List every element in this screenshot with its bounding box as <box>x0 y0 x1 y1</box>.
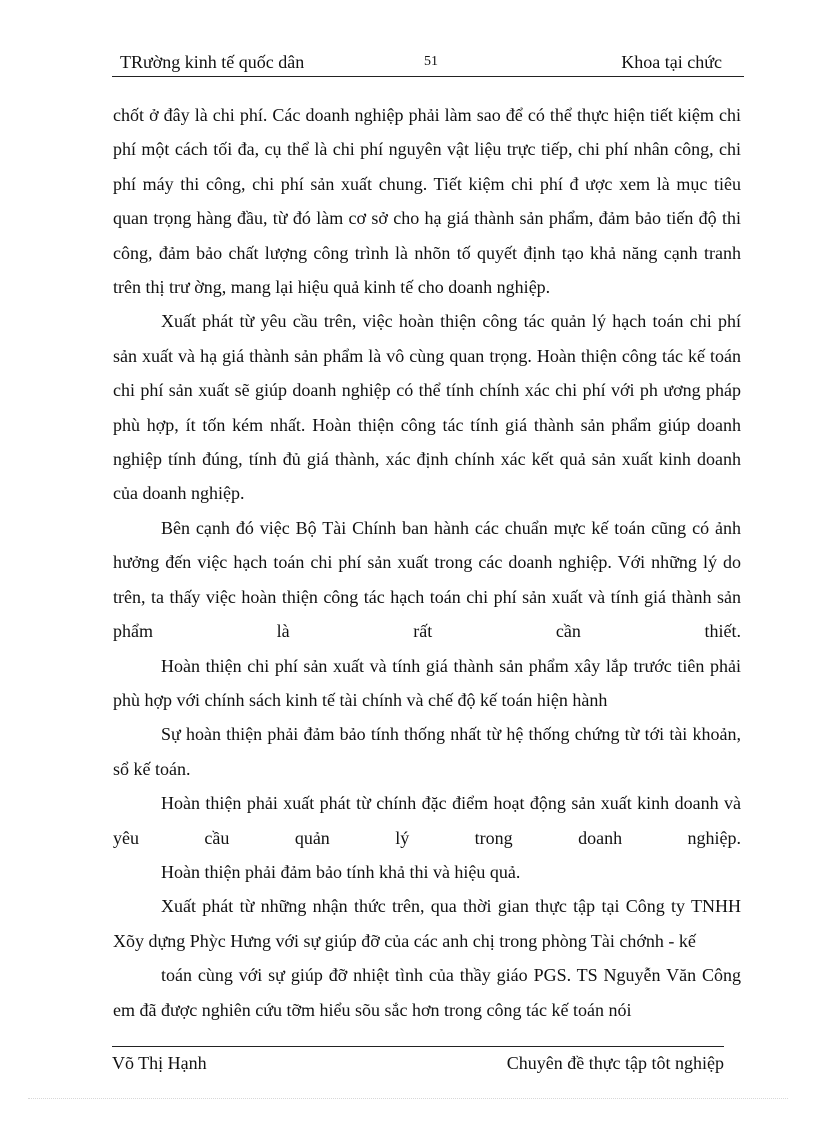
paragraph: chốt ở đây là chi phí. Các doanh nghiệp phải làm sao để có thể thực hiện tiết kiệm chi phí một cách tối đa, cụ thể là chi phí nguyên vật liệu trực tiếp, chi phí nhân công, chi phí máy thi công, chi phí sản xuất chung. Tiết kiệm chi phí đ ược xem là mục tiêu quan trọng hàng đầu, từ đó làm cơ sở cho hạ giá thành sản phẩm, đảm bảo tiến độ thi công, đảm bảo chất lượng công trình là nhõn tố quyết định tạo khả năng cạnh tranh trên thị trư ờng, mang lại hiệu quả kinh tế cho doanh nghiệp. <box>113 105 741 298</box>
page-number: 51 <box>424 54 438 69</box>
paragraph: Sự hoàn thiện phải đảm bảo tính thống nhất từ hệ thống chứng từ tới tài khoản, sổ kế toán. <box>113 724 741 779</box>
header-school-name: TRường kinh tế quốc dân <box>120 52 305 72</box>
paragraph: Hoàn thiện phải đảm bảo tính khả thi và hiệu quả. <box>161 861 521 882</box>
page-bottom-divider <box>28 1098 788 1099</box>
paragraph: Xuất phát từ yêu cầu trên, việc hoàn thiện công tác quản lý hạch toán chi phí sản xuất và hạ giá thành sản phẩm là vô cùng quan trọng. Hoàn thiện công tác kế toán chi phí sản xuất sẽ giúp doanh nghiệp có thể tính chính xác chi phí với ph ương pháp phù hợp, ít tốn kém nhất. Hoàn thiện công tác tính giá thành sản phẩm giúp doanh nghiệp tính đúng, tính đủ giá thành, xác định chính xác kết quả sản xuất kinh doanh của doanh nghiệp. <box>113 311 741 504</box>
page-footer <box>112 1046 724 1073</box>
header-faculty: Khoa tại chức <box>621 52 722 72</box>
paragraph: Hoàn thiện phải xuất phát từ chính đặc điểm hoạt động sản xuất kinh doanh và yêu cầu quản lý trong doanh nghiệp. <box>113 793 741 848</box>
paragraph: toán cùng với sự giúp đỡ nhiệt tình của thầy giáo PGS. TS Nguyễn Văn Công em đã được nghiên cứu tỡm hiểu sõu sắc hơn trong công tác kế toán nói <box>113 965 741 1020</box>
document-body <box>113 98 741 1027</box>
footer-title: Chuyên đề thực tập tôt nghiệp <box>506 1053 724 1073</box>
paragraph: Hoàn thiện chi phí sản xuất và tính giá thành sản phẩm xây lắp trước tiên phải phù hợp với chính sách kinh tế tài chính và chế độ kế toán hiện hành <box>113 655 741 710</box>
footer-author: Võ Thị Hạnh <box>112 1053 207 1073</box>
paragraph: Xuất phát từ những nhận thức trên, qua thời gian thực tập tại Công ty TNHH Xõy dựng Phỳc Hưng với sự giúp đỡ của các anh chị trong phòng Tài chớnh - kế <box>113 896 741 951</box>
paragraph: Bên cạnh đó việc Bộ Tài Chính ban hành các chuẩn mực kế toán cũng có ảnh hưởng đến việc hạch toán chi phí sản xuất trong các doanh nghiệp. Với những lý do trên, ta thấy việc hoàn thiện công tác hạch toán chi phí sản xuất và tính giá thành sản phẩm là rất cần thiết. <box>113 517 741 642</box>
page-header <box>112 52 744 77</box>
